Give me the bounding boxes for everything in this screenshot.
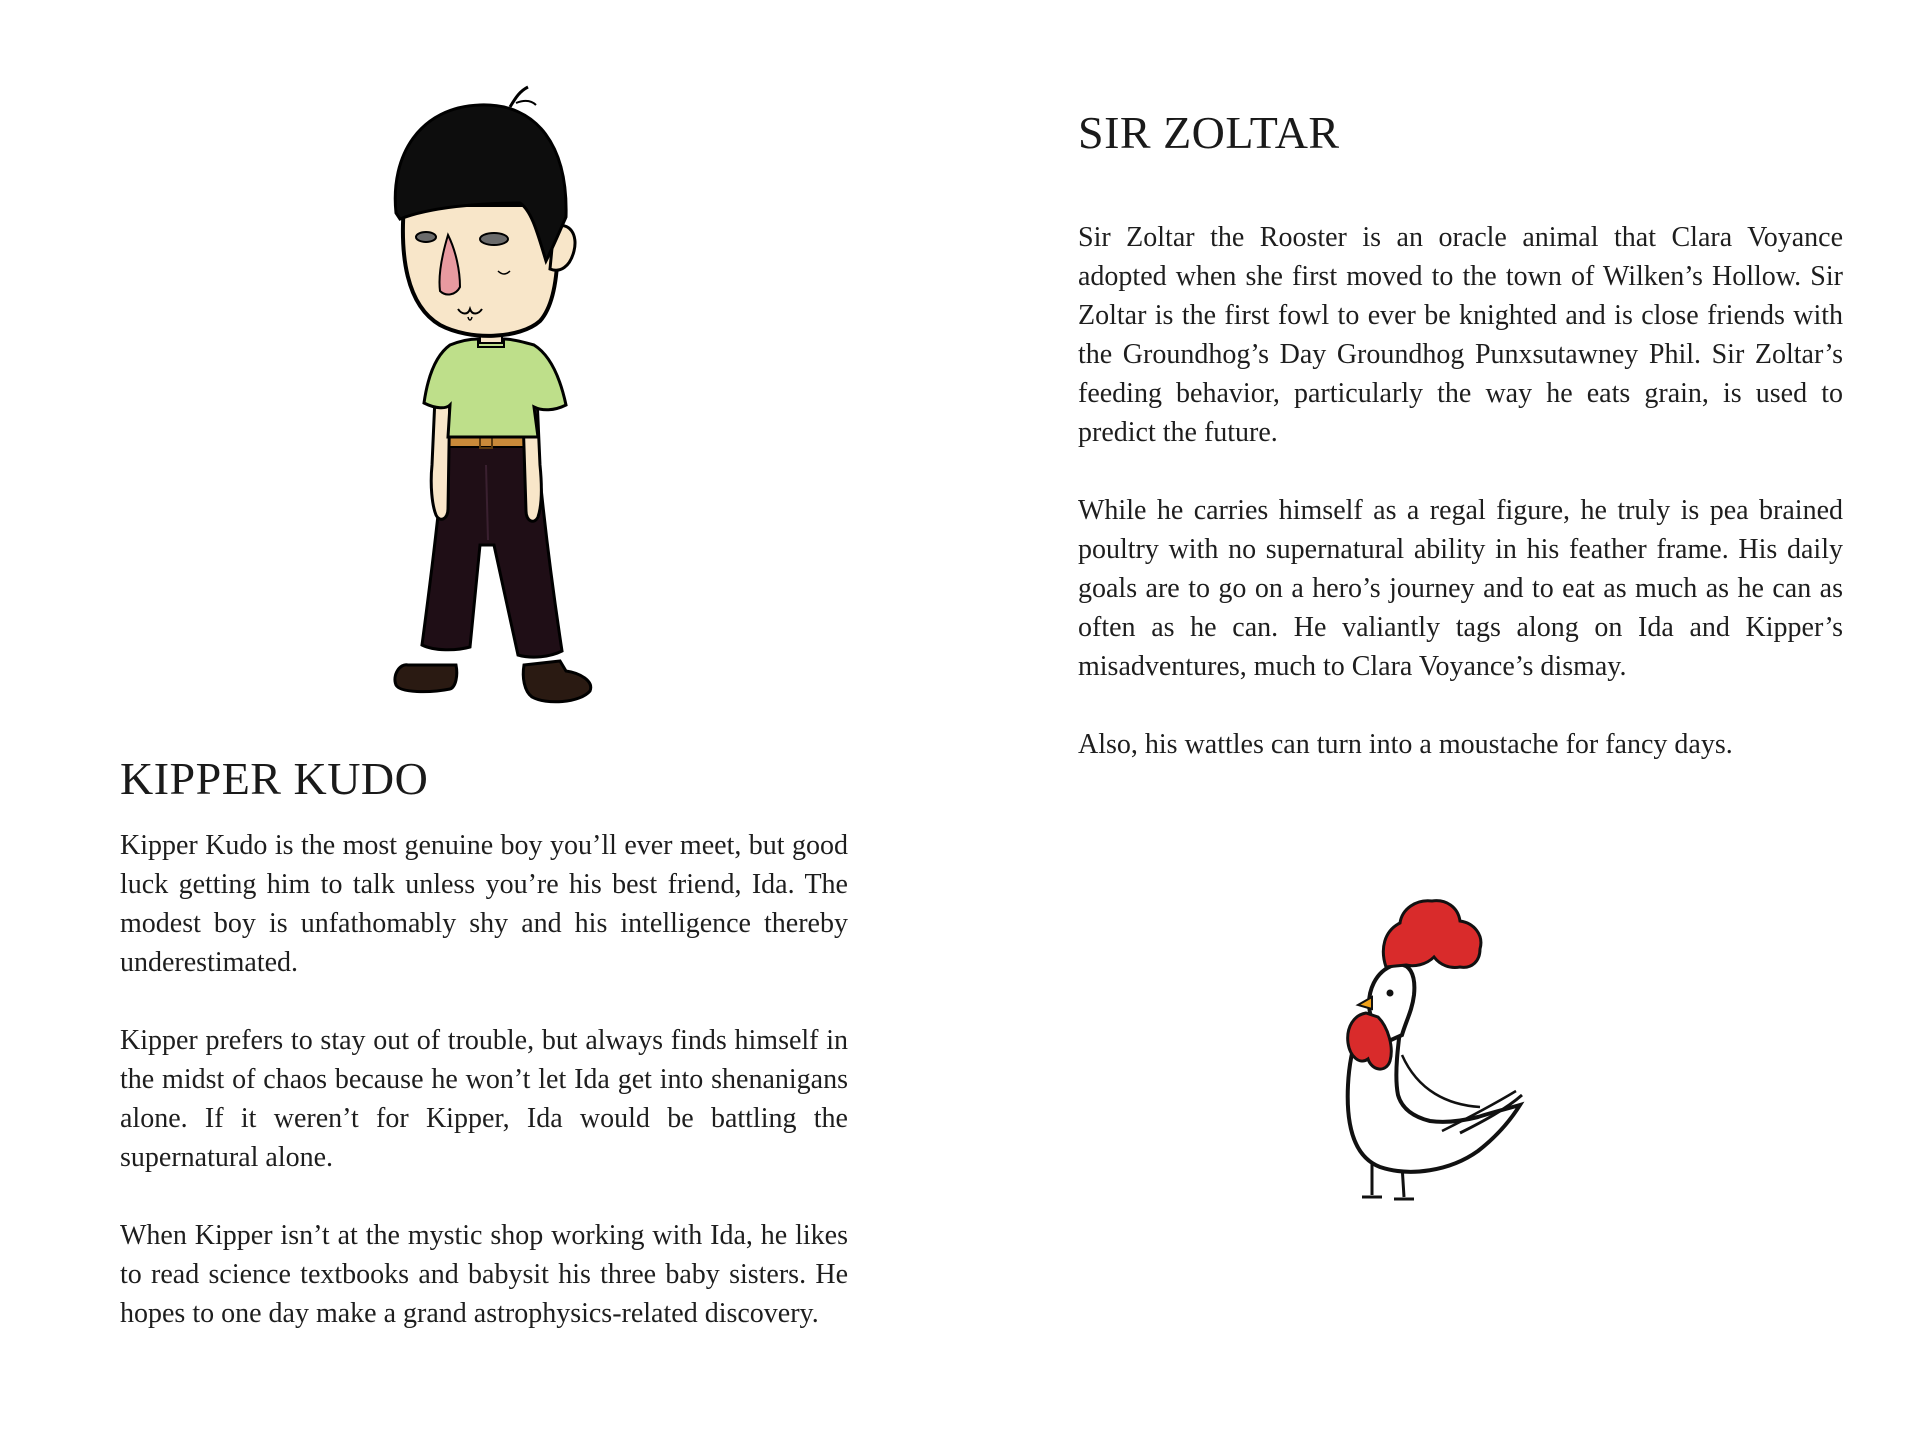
- zoltar-paragraph-2: While he carries himself as a regal figure, he truly is pea brained poultry with no supernatural ability in his feather frame. His daily goals are to go on a hero’s journey and to eat as much as he can as often as he can. He valiantly tags along on Ida and Kipper’s misadventures, much to Clara Voyance’s dismay.: [1078, 495, 1843, 682]
- kipper-paragraph-2: Kipper prefers to stay out of trouble, but always finds himself in the midst of chaos because he won’t let Ida get into shenanigans alone. If it weren’t for Kipper, Ida would be battling the supernatural alone.: [120, 1025, 848, 1173]
- right-page: [960, 0, 1920, 1440]
- left-eye: [416, 232, 436, 242]
- right-eye: [480, 233, 508, 245]
- sir-zoltar-description: [1078, 218, 1843, 764]
- right-shoe: [523, 661, 590, 702]
- sir-zoltar-heading: SIR ZOLTAR: [1078, 107, 1340, 158]
- rooster-comb: [1383, 901, 1481, 968]
- kipper-kudo-illustration: [370, 85, 610, 715]
- kipper-kudo-description: [120, 826, 848, 1333]
- zoltar-paragraph-1: Sir Zoltar the Rooster is an oracle animal that Clara Voyance adopted when she first moved to the town of Wilken’s Hollow. Sir Zoltar is the first fowl to ever be knighted and is close friends with the Groundhog’s Day Groundhog Punxsutawney Phil. Sir Zoltar’s feeding behavior, particularly the way he eats grain, is used to predict the future.: [1078, 222, 1843, 448]
- rooster-eye: [1387, 990, 1394, 997]
- kipper-paragraph-3: When Kipper isn’t at the mystic shop working with Ida, he likes to read science textbooks and babysit his three baby sisters. He hopes to one day make a grand astrophysics-related discovery.: [120, 1220, 848, 1329]
- sir-zoltar-rooster-illustration: [1310, 895, 1525, 1205]
- zoltar-paragraph-3: Also, his wattles can turn into a moustache for fancy days.: [1078, 729, 1733, 760]
- kipper-kudo-heading: KIPPER KUDO: [120, 753, 429, 804]
- rooster-beak: [1358, 997, 1372, 1009]
- left-shoe: [395, 665, 457, 692]
- kipper-paragraph-1: Kipper Kudo is the most genuine boy you’ll ever meet, but good luck getting him to talk unless you’re his best friend, Ida. The modest boy is unfathomably shy and his intelligence thereby underestimated.: [120, 830, 848, 978]
